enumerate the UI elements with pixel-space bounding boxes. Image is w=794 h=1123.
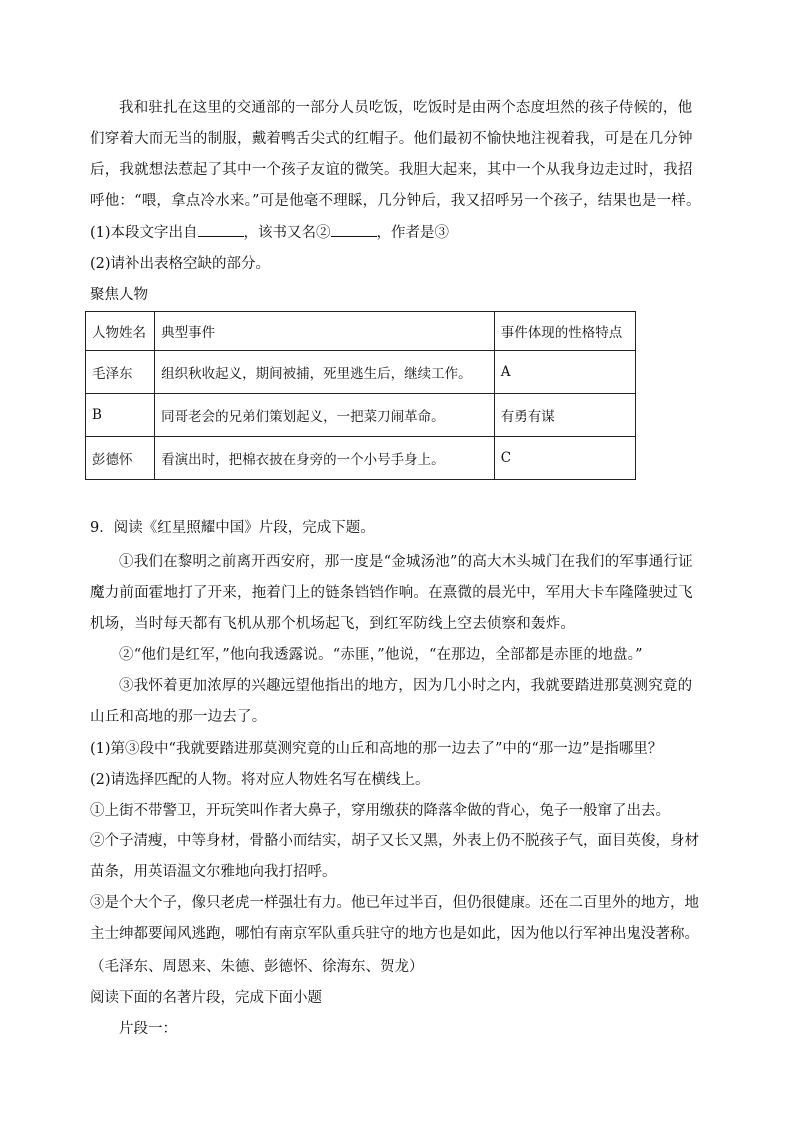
question-9-title: 9．阅读《红星照耀中国》片段，完成下题。 bbox=[90, 520, 375, 536]
cell-name: 彭德怀 bbox=[86, 437, 155, 480]
match-item-2: ②个子清瘦，中等身材，骨骼小而结实，胡子又长又黑，外表上仍不脱孩子气，面目英俊，身材苗条，用英语温文尔雅地向我打招呼。 bbox=[90, 833, 699, 880]
excerpt-paragraph-1: ①我们在黎明之前离开西安府，那一度是“金城汤池”的高大木头城门在我们的军事通行证魔力前面霍地打了开来，拖着门上的链条铛铛作响。在熹微的晨光中，军用大卡车隆隆驶过飞机场，当时每天都有飞机从那个机场起飞，到红军防线上空去侦察和轰炸。 bbox=[90, 554, 693, 632]
table-header-row bbox=[86, 312, 636, 351]
cell-trait: C bbox=[494, 437, 635, 480]
cell-event: 看演出时，把棉衣披在身旁的一个小号手身上。 bbox=[155, 437, 495, 480]
cell-trait: A bbox=[494, 351, 635, 394]
excerpt-paragraph-2: ②“他们是红军，”他向我透露说。“赤匪，”他说，“在那边，全部都是赤匪的地盘。” bbox=[119, 647, 643, 663]
table-row bbox=[86, 394, 636, 437]
question-1-part-b: ，该书又名② bbox=[243, 225, 331, 241]
passage-paragraph: 我和驻扎在这里的交通部的一部分人员吃饭，吃饭时是由两个态度坦然的孩子侍候的，他们穿着大而无当的制服，戴着鸭舌尖式的红帽子。他们最初不愉快地注视着我，可是在几分钟后，我就想法惹起了其中一个孩子友谊的微笑。我胆大起来，其中一个从我身边走过时，我招呼他：“喂，拿点冷水来。”可是他毫不理睬，几分钟后，我又招呼另一个孩子，结果也是一样。 bbox=[90, 100, 701, 209]
header-name: 人物姓名 bbox=[86, 312, 155, 351]
cell-name: B bbox=[86, 394, 155, 437]
answer-blank-1[interactable] bbox=[198, 222, 244, 237]
question-9-sub-2: (2)请选择匹配的人物。将对应人物姓名写在横线上。 bbox=[90, 772, 430, 788]
next-section-intro: 阅读下面的名著片段，完成下面小题 bbox=[90, 990, 322, 1006]
match-item-1: ①上街不带警卫，开玩笑叫作者大鼻子，穿用缴获的降落伞做的背心，兔子一般窜了出去。 bbox=[90, 803, 670, 819]
cell-event: 组织秋收起义，期间被捕，死里逃生后，继续工作。 bbox=[155, 351, 495, 394]
cell-trait: 有勇有谋 bbox=[494, 394, 635, 437]
question-9-sub-1: (1)第③段中“我就要踏进那莫测究竟的山丘和高地的那一边去了”中的“那一边”是指哪里？ bbox=[90, 741, 663, 757]
header-event: 典型事件 bbox=[155, 312, 495, 351]
question-1-part-c: ，作者是③ bbox=[376, 225, 450, 241]
cell-name: 毛泽东 bbox=[86, 351, 155, 394]
table-caption: 聚焦人物 bbox=[90, 287, 148, 303]
excerpt-paragraph-3: ③我怀着更加浓厚的兴趣远望他指出的地方，因为几小时之内，我就要踏进那莫测究竟的山丘和高地的那一边去了。 bbox=[90, 678, 693, 725]
table-row bbox=[86, 437, 636, 480]
answer-blank-2[interactable] bbox=[331, 222, 377, 237]
match-item-3: ③是个大个子，像只老虎一样强壮有力。他已年过半百，但仍很健康。还在二百里外的地方，地主士绅都要闻风逃跑，哪怕有南京军队重兵驻守的地方也是如此，因为他以行军神出鬼没著称。 bbox=[90, 895, 699, 942]
name-options: （毛泽东、周恩来、朱德、彭德怀、徐海东、贺龙） bbox=[90, 959, 424, 975]
question-1 bbox=[90, 222, 710, 244]
table-row bbox=[86, 351, 636, 394]
character-table bbox=[85, 311, 636, 480]
question-2: (2)请补出表格空缺的部分。 bbox=[90, 256, 271, 272]
question-1-part-a: (1)本段文字出自 bbox=[90, 225, 198, 241]
fragment-label: 片段一： bbox=[119, 1021, 177, 1037]
cell-event: 同哥老会的兄弟们策划起义，一把菜刀闹革命。 bbox=[155, 394, 495, 437]
header-trait: 事件体现的性格特点 bbox=[494, 312, 635, 351]
